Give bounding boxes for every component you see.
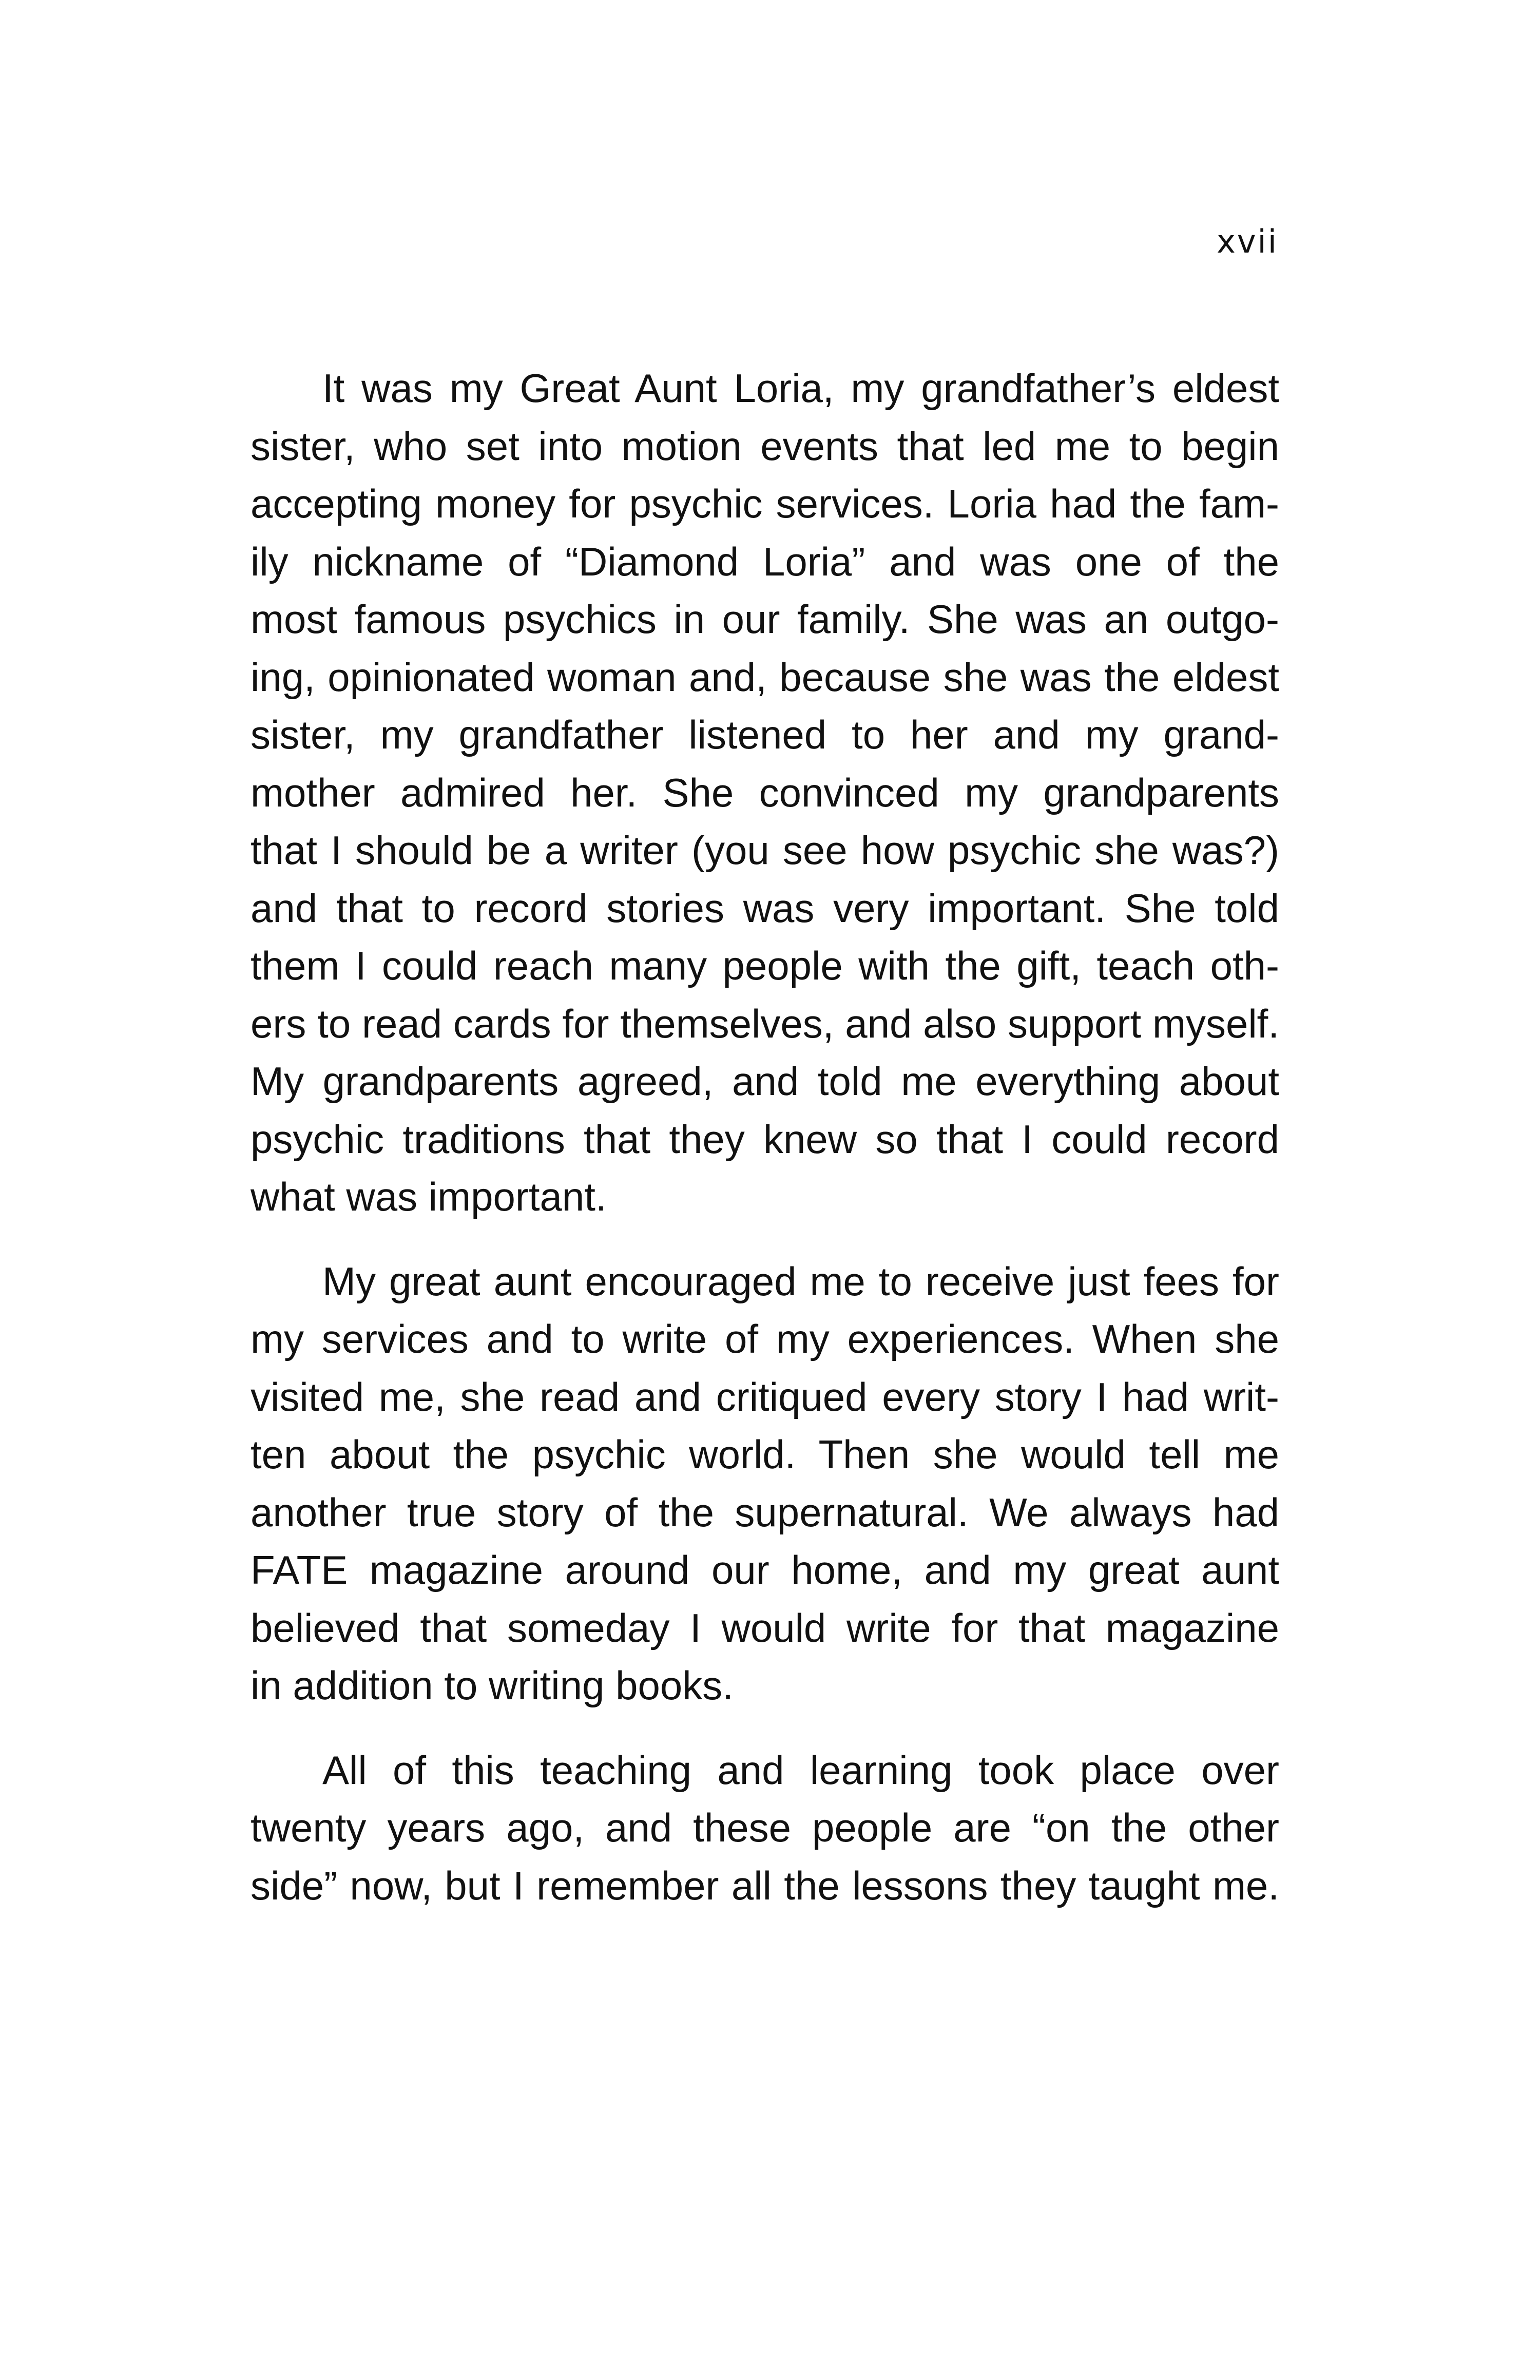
text-line: most famous psychics in our family. She was an outgo- <box>251 597 1279 642</box>
paragraph-spacing <box>251 1226 1279 1253</box>
paragraph-3 <box>251 1741 1279 1915</box>
text-line: in addition to writing books. <box>251 1663 734 1708</box>
text-line: All of this teaching and learning took place over <box>322 1747 1279 1793</box>
text-line: It was my Great Aunt Loria, my grandfather’s eldest <box>322 366 1279 411</box>
text-line: My grandparents agreed, and told me everything about <box>251 1059 1279 1104</box>
text-line: ten about the psychic world. Then she would tell me <box>251 1432 1279 1477</box>
paragraph-2 <box>251 1253 1279 1715</box>
text-line: visited me, she read and critiqued every story I had writ- <box>251 1374 1279 1419</box>
text-line: accepting money for psychic services. Loria had the fam- <box>251 481 1279 526</box>
text-line: ers to read cards for themselves, and also support myself. <box>251 1001 1279 1046</box>
text-line: mother admired her. She convinced my grandparents <box>251 770 1279 815</box>
text-line: twenty years ago, and these people are “on the other <box>251 1805 1279 1850</box>
text-line: side” now, but I remember all the lessons they taught me. <box>251 1863 1279 1908</box>
page-number: xvii <box>1217 223 1278 260</box>
paragraph-spacing <box>251 1715 1279 1741</box>
text-line: my services and to write of my experiences. When she <box>251 1316 1279 1361</box>
paragraph-1 <box>251 359 1279 1226</box>
text-line: and that to record stories was very important. She told <box>251 885 1279 931</box>
text-line: ily nickname of “Diamond Loria” and was one of the <box>251 539 1279 584</box>
text-line: ing, opinionated woman and, because she was the eldest <box>251 654 1279 700</box>
text-line: psychic traditions that they knew so that I could record <box>251 1116 1279 1162</box>
text-line: that I should be a writer (you see how psychic she was?) <box>251 828 1279 873</box>
body-text <box>251 359 1279 1914</box>
text-line: sister, my grandfather listened to her and my grand- <box>251 712 1279 757</box>
text-line: believed that someday I would write for that magazine <box>251 1605 1279 1650</box>
text-line: another true story of the supernatural. We always had <box>251 1489 1279 1535</box>
text-line: My great aunt encouraged me to receive just fees for <box>322 1258 1279 1304</box>
text-line: them I could reach many people with the gift, teach oth- <box>251 943 1279 988</box>
text-line: FATE magazine around our home, and my great aunt <box>251 1547 1279 1592</box>
text-line: sister, who set into motion events that led me to begin <box>251 423 1279 469</box>
text-line: what was important. <box>251 1174 607 1219</box>
